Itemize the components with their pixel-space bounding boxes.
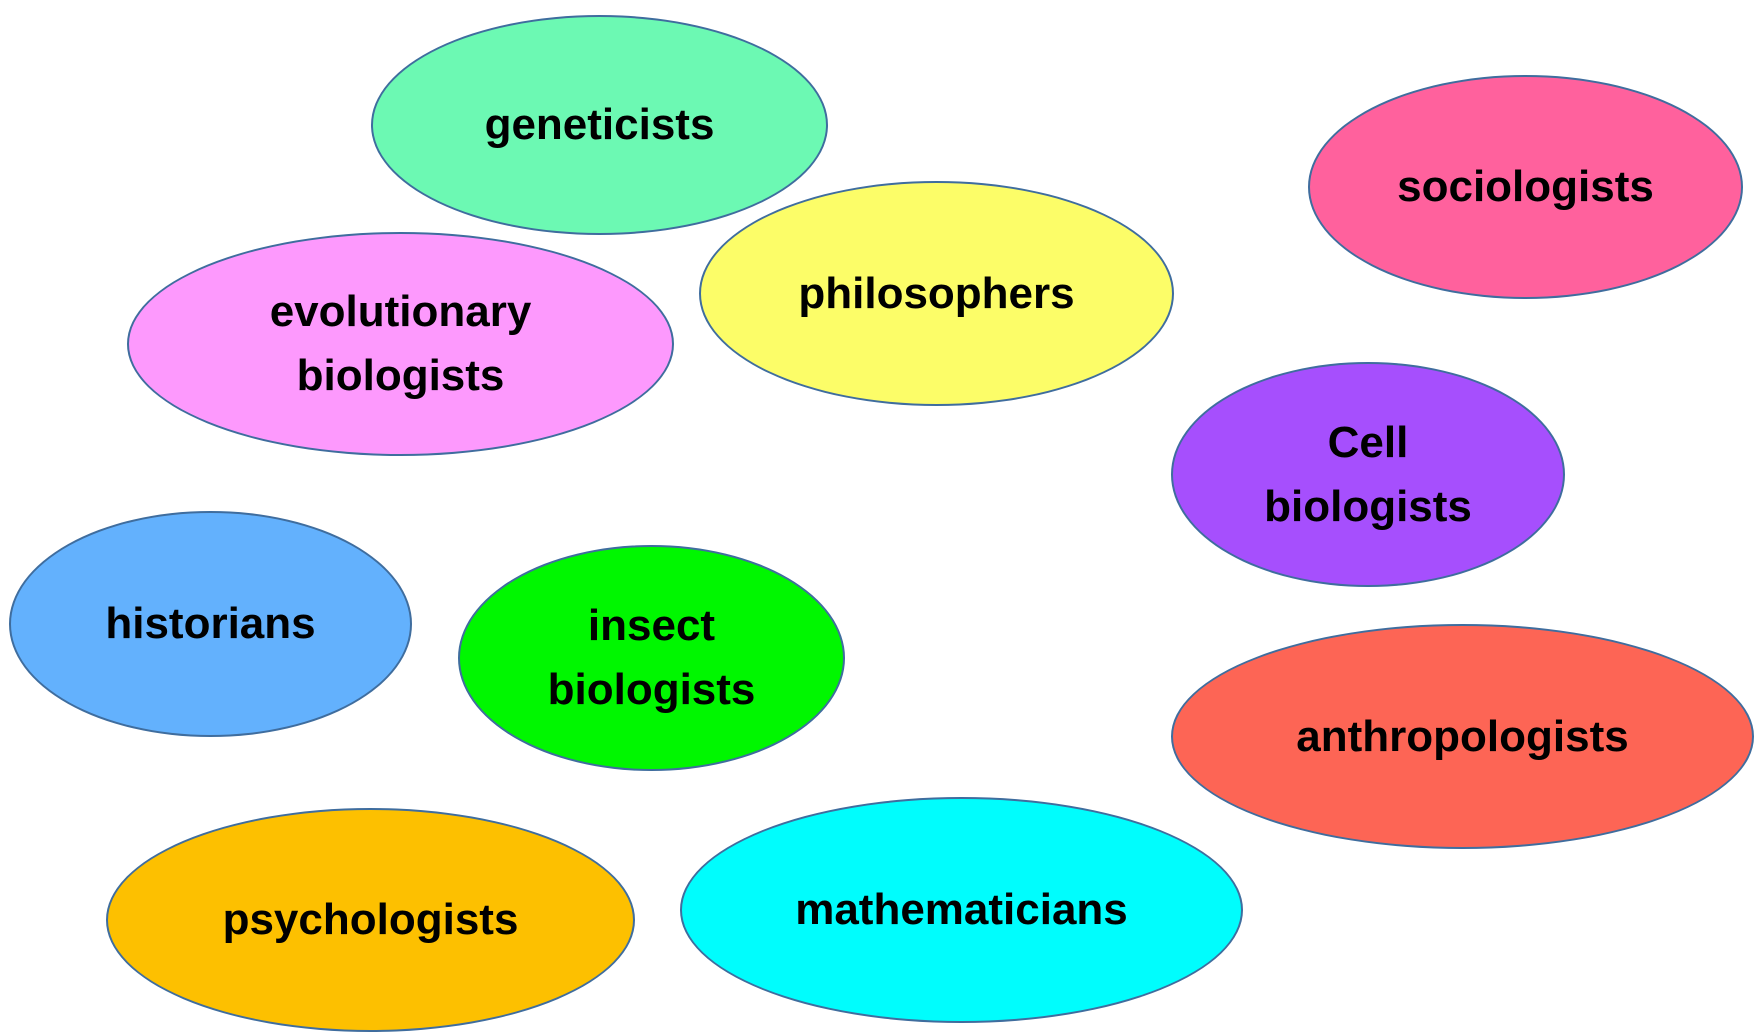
bubble-label-line-1: insect <box>587 601 716 650</box>
bubble-evolutionary-biologists <box>127 232 674 456</box>
bubble-label: philosophers <box>798 268 1075 318</box>
bubble-label-line-1: evolutionary <box>269 287 532 336</box>
bubble-anthropologists <box>1171 624 1754 849</box>
bubble-cell-biologists <box>1171 362 1565 587</box>
bubble-label: psychologists <box>222 895 519 944</box>
bubble-label-line-2: biologists <box>296 351 505 400</box>
bubble-label-line-1: Cell <box>1327 417 1409 467</box>
bubble-label: mathematicians <box>795 885 1128 934</box>
bubble-label: geneticists <box>484 100 715 149</box>
bubble-psychologists <box>106 808 635 1032</box>
bubble-mathematicians <box>680 797 1243 1023</box>
bubble-geneticists <box>371 15 828 235</box>
bubble-label: historians <box>105 599 316 648</box>
bubble-label-line-2: biologists <box>1264 481 1472 531</box>
bubble-insect-biologists <box>458 545 845 771</box>
bubble-label: sociologists <box>1397 162 1654 211</box>
bubble-label: anthropologists <box>1296 711 1629 761</box>
bubble-historians <box>9 511 412 737</box>
bubble-sociologists <box>1308 75 1743 299</box>
bubble-label-line-2: biologists <box>547 665 756 714</box>
bubble-philosophers <box>699 181 1174 406</box>
